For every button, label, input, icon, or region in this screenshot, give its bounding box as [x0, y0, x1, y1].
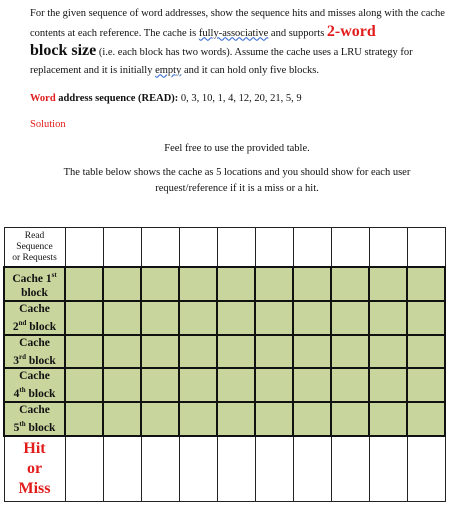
hit-miss-cell[interactable]	[217, 436, 255, 502]
note-table-description: The table below shows the cache as 5 locations and you should show for each user request/reference if it is a miss or a hit.	[63, 167, 411, 194]
request-cell[interactable]	[141, 228, 179, 268]
row-label-ordinal: 3	[13, 354, 20, 367]
cache-cell[interactable]	[369, 368, 407, 402]
cache-row-4	[4, 368, 445, 402]
cache-cell[interactable]	[103, 301, 141, 335]
row-label-text: block	[26, 354, 56, 367]
request-cell[interactable]	[217, 228, 255, 268]
cache-cell[interactable]	[331, 402, 369, 436]
request-cell[interactable]	[331, 228, 369, 268]
hit-miss-cell[interactable]	[179, 436, 217, 502]
cache-cell[interactable]	[293, 301, 331, 335]
cache-cell[interactable]	[103, 368, 141, 402]
cache-cell[interactable]	[141, 402, 179, 436]
header-label	[4, 228, 65, 268]
row-label-text: block	[21, 286, 48, 299]
header-line-2: Sequence	[16, 241, 53, 252]
row-label-sup: nd	[18, 318, 27, 327]
cache-cell[interactable]	[407, 368, 445, 402]
two-word-highlight: 2-word	[326, 22, 376, 40]
cache-cell[interactable]	[293, 267, 331, 301]
cache-cell[interactable]	[179, 301, 217, 335]
block-size-highlight: block size	[30, 42, 97, 59]
miss-text: Miss	[18, 480, 51, 498]
row-label-ordinal: 5	[13, 422, 20, 435]
row-label-text: Cache	[19, 404, 50, 417]
cache-cell[interactable]	[293, 335, 331, 369]
cache-cell[interactable]	[65, 402, 103, 436]
row-label-text: Cache	[19, 302, 50, 315]
cache-table	[3, 227, 446, 502]
cache-cell[interactable]	[369, 301, 407, 335]
request-cell[interactable]	[293, 228, 331, 268]
cache-cell[interactable]	[255, 402, 293, 436]
cache-cell[interactable]	[103, 402, 141, 436]
cache-block-4-label	[4, 368, 65, 402]
cache-cell[interactable]	[255, 267, 293, 301]
cache-cell[interactable]	[103, 335, 141, 369]
hit-miss-cell[interactable]	[331, 436, 369, 502]
hit-miss-cell[interactable]	[255, 436, 293, 502]
row-label-ordinal: 4	[13, 388, 20, 401]
hit-miss-cell[interactable]	[103, 436, 141, 502]
cache-cell[interactable]	[293, 368, 331, 402]
cache-block-5-label	[4, 402, 65, 436]
row-label-ordinal: 2	[12, 320, 19, 333]
hit-miss-cell[interactable]	[407, 436, 445, 502]
cache-cell[interactable]	[141, 301, 179, 335]
cache-cell[interactable]	[217, 368, 255, 402]
cache-cell[interactable]	[255, 301, 293, 335]
cache-cell[interactable]	[369, 267, 407, 301]
row-label-text: Cache 1	[12, 272, 52, 285]
row-label-text: block	[26, 320, 57, 333]
cache-row-1	[4, 267, 445, 301]
cache-cell[interactable]	[141, 335, 179, 369]
address-sequence	[30, 93, 302, 104]
cache-cell[interactable]	[255, 335, 293, 369]
cache-cell[interactable]	[407, 267, 445, 301]
cache-cell[interactable]	[407, 335, 445, 369]
header-row	[4, 228, 445, 268]
cache-row-2	[4, 301, 445, 335]
hit-miss-row	[4, 436, 445, 502]
cache-cell[interactable]	[407, 402, 445, 436]
hit-text: Hit	[23, 440, 46, 458]
cache-cell[interactable]	[217, 335, 255, 369]
fully-associative-term: fully-associative	[198, 27, 269, 39]
sequence-values: 0, 3, 10, 1, 4, 12, 20, 21, 5, 9	[178, 93, 302, 104]
note-table-usage: Feel free to use the provided table.	[164, 143, 310, 154]
cache-cell[interactable]	[255, 368, 293, 402]
request-cell[interactable]	[179, 228, 217, 268]
cache-block-1-label	[4, 267, 65, 301]
row-label-sup: st	[51, 271, 57, 279]
cache-cell[interactable]	[217, 301, 255, 335]
request-cell[interactable]	[407, 228, 445, 268]
sequence-label: address sequence (READ):	[55, 93, 179, 104]
row-label-text: Cache	[19, 370, 50, 383]
cache-cell[interactable]	[331, 267, 369, 301]
cache-cell[interactable]	[407, 301, 445, 335]
cache-cell[interactable]	[179, 402, 217, 436]
cache-cell[interactable]	[179, 267, 217, 301]
cache-cell[interactable]	[293, 402, 331, 436]
row-label-text: block	[25, 422, 56, 435]
problem-statement	[30, 5, 450, 79]
cache-block-2-label	[4, 301, 65, 335]
request-cell[interactable]	[255, 228, 293, 268]
header-line-3: or Requests	[12, 252, 57, 263]
cache-row-3	[4, 335, 445, 369]
cache-cell[interactable]	[217, 267, 255, 301]
cache-cell[interactable]	[65, 301, 103, 335]
hit-miss-cell[interactable]	[369, 436, 407, 502]
cache-block-3-label	[4, 335, 65, 369]
cache-cell[interactable]	[331, 368, 369, 402]
request-cell[interactable]	[103, 228, 141, 268]
problem-text-1: For the given sequence of word addresses, show the sequence hits and misses along with the cache contents at each reference. The cache is	[30, 8, 445, 39]
cache-cell[interactable]	[141, 267, 179, 301]
cache-cell[interactable]	[103, 267, 141, 301]
cache-cell[interactable]	[331, 301, 369, 335]
problem-text-3: and it can hold only five blocks.	[181, 64, 319, 76]
solution-heading: Solution	[30, 119, 66, 130]
hit-miss-cell[interactable]	[141, 436, 179, 502]
cache-cell[interactable]	[141, 368, 179, 402]
row-label-sup: th	[19, 420, 26, 429]
hit-miss-cell[interactable]	[65, 436, 103, 502]
cache-cell[interactable]	[217, 402, 255, 436]
cache-cell[interactable]	[179, 335, 217, 369]
request-cell[interactable]	[65, 228, 103, 268]
header-line-1: Read	[24, 230, 45, 241]
cache-cell[interactable]	[65, 335, 103, 369]
cache-row-5	[4, 402, 445, 436]
cache-cell[interactable]	[369, 402, 407, 436]
cache-cell[interactable]	[65, 267, 103, 301]
hit-or-miss-label	[4, 436, 65, 502]
problem-text-1b: and supports	[268, 27, 327, 39]
row-label-text: block	[25, 388, 56, 401]
sequence-word-label: Word	[30, 93, 56, 104]
row-label-sup: th	[19, 386, 26, 395]
row-label-text: Cache	[19, 336, 50, 349]
cache-cell[interactable]	[65, 368, 103, 402]
cache-cell[interactable]	[369, 335, 407, 369]
problem-text-2: (i.e. each block has two words). Assume the cache uses a LRU strategy for replacement and it is initially	[30, 47, 413, 76]
request-cell[interactable]	[369, 228, 407, 268]
hit-miss-cell[interactable]	[293, 436, 331, 502]
empty-term: empty	[155, 64, 182, 76]
row-label-sup: rd	[19, 352, 27, 361]
cache-cell[interactable]	[179, 368, 217, 402]
cache-cell[interactable]	[331, 335, 369, 369]
or-text: or	[26, 460, 43, 478]
